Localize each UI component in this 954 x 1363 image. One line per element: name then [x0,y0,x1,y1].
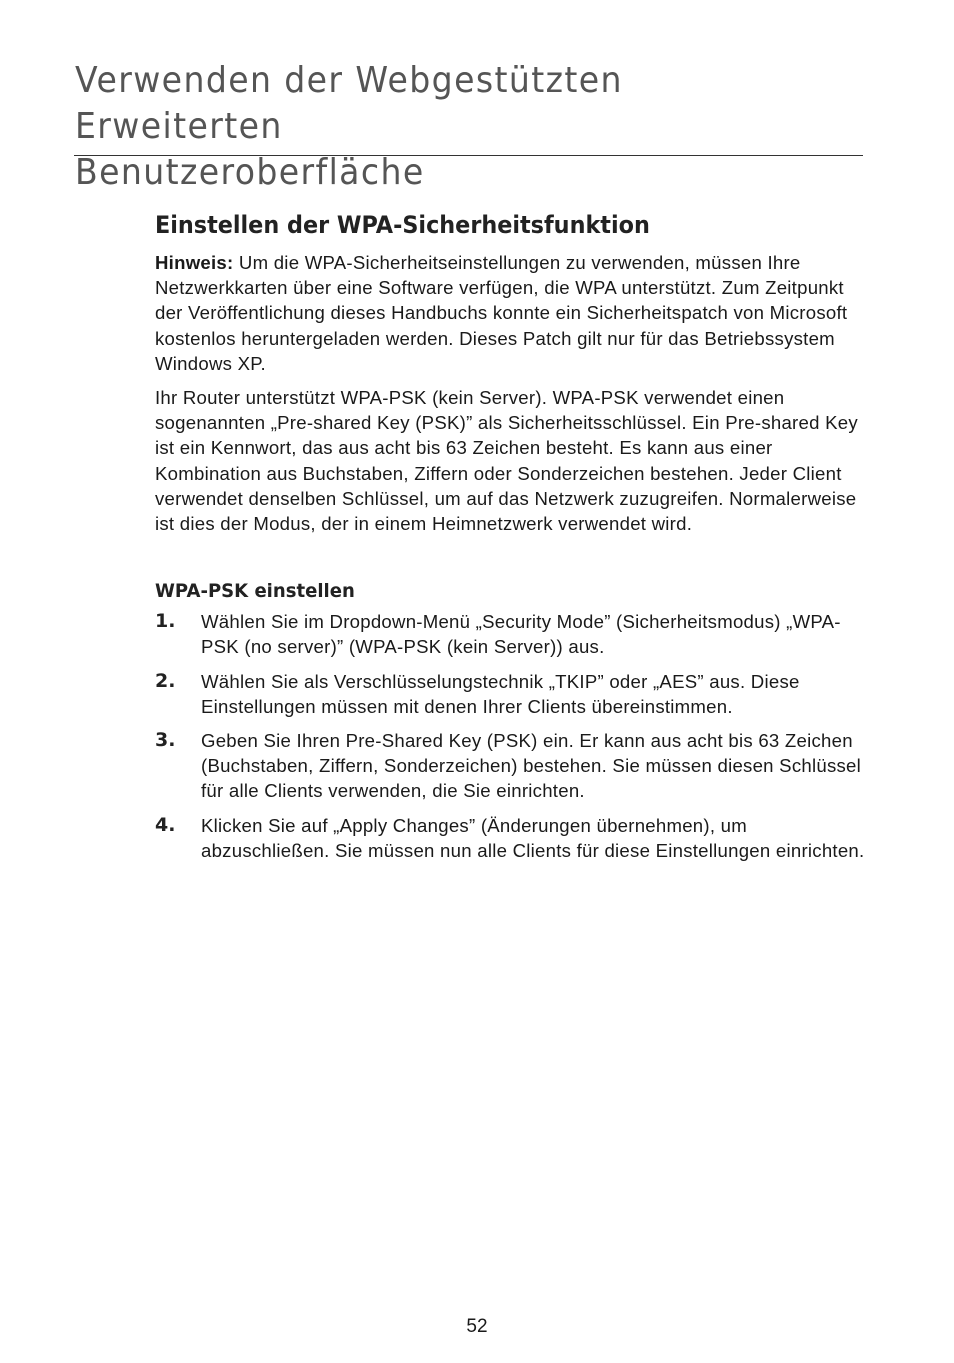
step-number: 4. [155,813,176,836]
subsection-heading: WPA-PSK einstellen [155,580,355,603]
section-heading: Einstellen der WPA-Sicherheitsfunktion [155,211,650,239]
step-text: Klicken Sie auf „Apply Changes” (Änderungen übernehmen), um abzuschließen. Sie müssen nun alle Clients für diese Einstellungen einrichten. [201,814,865,861]
page-title-line-2: Benutzeroberfläche [75,152,425,193]
intro-paragraph: Ihr Router unterstützt WPA-PSK (kein Server). WPA-PSK verwendet einen sogenannten „Pre-shared Key (PSK)” als Sicherheitsschlüssel. Ein Pre-shared Key ist ein Kennwort, das aus acht bis 63 Zeichen besteht. Es kann aus einer Kombination aus Buchstaben, Ziffern oder Sonderzeichen bestehen. Jeder Client verwendet denselben Schlüssel, um auf das Netzwerk zuzugreifen. Normalerweise ist dies der Modus, der in einem Heimnetzwerk verwendet wird. [155,387,858,535]
step-number: 1. [155,610,176,633]
note-text: Um die WPA-Sicherheitseinstellungen zu verwenden, müssen Ihre Netzwerkkarten über eine Software verfügen, die WPA unterstützt. Zum Zeitpunkt der Veröffentlichung dieses Handbuchs konnte ein Sicherheitspatch von Microsoft kostenlos heruntergeladen werden. Dieses Patch gilt nur für das Betriebssystem Windows XP. [155,252,848,374]
main-content [155,208,867,872]
list-item [155,609,867,659]
page-number: 52 [466,1316,488,1337]
step-number: 2. [155,669,176,692]
page-title-line-1: Verwenden der Webgestützten Erweiterten [75,60,623,147]
list-item [155,813,867,863]
note-paragraph [155,250,867,376]
page-title [75,58,811,196]
step-number: 3. [155,729,176,752]
list-item [155,728,867,804]
title-divider [74,155,863,156]
steps-list [155,609,867,863]
step-text: Wählen Sie im Dropdown-Menü „Security Mode” (Sicherheitsmodus) „WPA-PSK (no server)” (WPA-PSK (kein Server)) aus. [201,611,841,658]
step-text: Wählen Sie als Verschlüsselungstechnik „TKIP” oder „AES” aus. Diese Einstellungen müssen mit denen Ihrer Clients übereinstimmen. [201,670,800,717]
note-label: Hinweis: [155,252,234,273]
list-item [155,669,867,719]
step-text: Geben Sie Ihren Pre-Shared Key (PSK) ein. Er kann aus acht bis 63 Zeichen (Buchstaben, Ziffern, Sonderzeichen) bestehen. Sie müssen diesen Schlüssel für alle Clients verwenden, die Sie einrichten. [201,730,862,802]
